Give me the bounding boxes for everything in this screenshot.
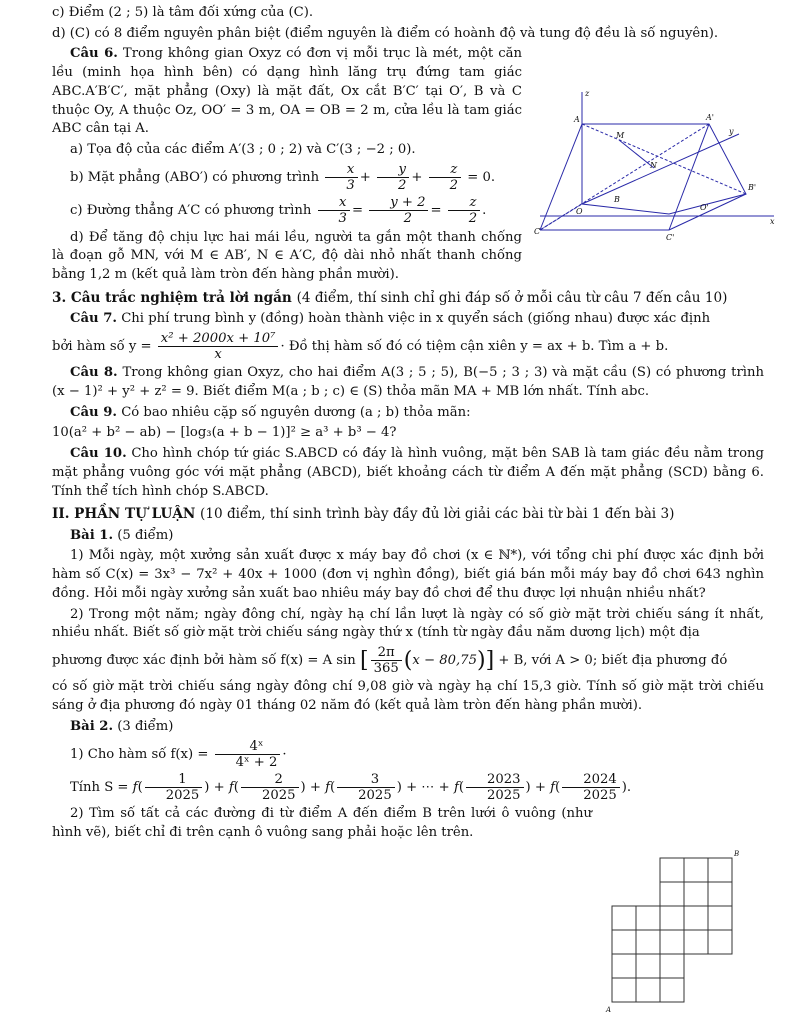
grid-point-A-label: A [606, 1006, 612, 1014]
q7-fraction: $\frac{\text{x² + 2000x + 10⁷}}{x}$ [158, 331, 279, 362]
point-O-label: O [576, 207, 583, 216]
frac-y-2: $\frac{y}{2}$ [377, 162, 409, 193]
bai2-part1: 1) Cho hàm số f(x) = $\frac{\text{4ˣ}}{\text{4ˣ + 2}}$ · [70, 738, 287, 770]
axis-z-label: z [585, 89, 590, 98]
point-A-label: A [574, 115, 580, 124]
bai2-sum: Tính S = f( $\frac{1}{2025}$ ) + f( $\frac{2}{2025}$ ) + f( $\frac{3}{2025}$ ) + ⋯ + f( $\frac{2023}{2025}$ ) + f( $\frac{2024}{2025}$ ). [70, 771, 632, 804]
question-6 [52, 45, 522, 284]
q7-function: bởi hàm số y = $\frac{\text{x² + 2000x + 10⁷}}{x}$ · Đồ thị hàm số đó có tiệm cận xiên y = ax + b. Tìm a + b. [52, 330, 669, 362]
option-c-top: c) Điểm (2 ; 5) là tâm đối xứng của (C). [52, 5, 314, 20]
point-C-label: C [534, 227, 541, 236]
bai1-part2a: 2) Trong một năm; ngày đông chí, ngày hạ chí lần lượt là ngày có số giờ mặt trời chiếu sáng ít nhất, nhiều nhất. Biết số giờ mặt trời chiếu sáng ngày thứ x (tính từ ngày đầu năm dương lịch) một địa [52, 606, 764, 641]
grid-path-figure [600, 846, 750, 1018]
bai1-part2c: có số giờ mặt trời chiếu sáng ngày đông chí 9,08 giờ và ngày hạ chí 15,3 giờ. Tính số giờ mặt trời chiếu sáng ở địa phương đó ngày 01 tháng 02 năm đó (kết quả làm tròn đến hàng phần mười). [52, 679, 764, 714]
bai1-heading: Bài 1. (5 điểm) [70, 527, 174, 543]
q9-inequality: 10(a² + b² − ab) − [log₃(a + b − 1)]² ≥ a³ + b³ − 4? [52, 425, 397, 441]
q10-stem: Câu 10. Cho hình chóp tứ giác S.ABCD có đáy là hình vuông, mặt bên SAB là tam giác đều nằm trong mặt phẳng vuông góc với mặt phẳng (ABCD), biết khoảng cách từ điểm A đến mặt phẳng (SCD) bằng 6. Tính thể tích hình chóp S.ABCD. [52, 446, 764, 499]
point-N-label: N [650, 161, 657, 170]
q8-stem: Câu 8. Trong không gian Oxyz, cho hai điểm A(3 ; 5 ; 5), B(−5 ; 3 ; 3) và mặt cầu (S) có phương trình (x − 1)² + y² + z² = 9. Biết điểm M(a ; b ; c) ∈ (S) thỏa mãn MA + MB lớn nhất. Tính abc. [52, 365, 764, 399]
q6-option-c: c) Đường thẳng A′C có phương trình $\frac{x}{3}$ = $\frac{y + 2}{2}$ = $\frac{z}{2}$ . [70, 195, 487, 227]
q6-option-b: b) Mặt phẳng (ABO′) có phương trình $\frac{x}{3}$ + $\frac{y}{2}$ + $\frac{z}{2}$ = 0. [70, 161, 496, 194]
q7-stem: Câu 7. Chi phí trung bình y (đồng) hoàn thành việc in x quyển sách (giống nhau) được xác định [70, 311, 711, 327]
section-3-heading: 3. Câu trắc nghiệm trả lời ngắn (4 điểm, thí sinh chỉ ghi đáp số ở mỗi câu từ câu 7 đến câu 10) [52, 289, 728, 306]
tent-prism-figure [534, 86, 784, 246]
grid-point-B-label: B [734, 850, 740, 858]
option-d-top: d) (C) có 8 điểm nguyên phân biệt (điểm nguyên là điểm có hoành độ và tung độ đều là số nguyên). [52, 25, 719, 41]
point-Cp-label: C' [666, 233, 675, 242]
point-M-label: M [616, 131, 625, 140]
point-Op-label: O' [700, 203, 709, 212]
bai2-part2: 2) Tìm số tất cả các đường đi từ điểm A đến điểm B trên lưới ô vuông (như hình vẽ), biết chỉ đi trên cạnh ô vuông sang phải hoặc lên trên. [52, 806, 592, 840]
q6-stem: Câu 6. Trong không gian Oxyz có đơn vị mỗi trục là mét, một căn lều (minh họa hình bên) có dạng hình lăng trụ đứng tam giác ABC.A′B′C′, mặt phẳng (Oxy) là mặt đất, Ox cắt B′C′ tại O′, B và C thuộc Oy, A thuộc Oz, OO′ = 3 m, OA = OB = 2 m, cửa lều là tam giác ABC cân tại A. [52, 46, 522, 137]
q9-stem: Câu 9. Có bao nhiêu cặp số nguyên dương (a ; b) thỏa mãn: [70, 404, 471, 420]
bai2-heading: Bài 2. (3 điểm) [70, 718, 174, 734]
point-B-label: B [614, 195, 620, 204]
sin-fraction: $\frac{2\pi}{365}$ [371, 645, 402, 676]
q6-option-a: a) Tọa độ của các điểm A′(3 ; 0 ; 2) và C′(3 ; −2 ; 0). [70, 142, 416, 158]
axis-x-label: x [770, 217, 775, 226]
frac-x-3: $\frac{x}{3}$ [325, 162, 357, 193]
q6-option-d: d) Để tăng độ chịu lực hai mái lều, người ta gắn một thanh chống là đoạn gỗ MN, với M ∈ AB′, N ∈ A′C, độ dài nhỏ nhất thanh chống bằng 1,2 m (kết quả làm tròn đến hàng phần mười). [52, 229, 522, 283]
frac-z-2: $\frac{z}{2}$ [429, 162, 461, 193]
bai1-part2b: phương được xác định bởi hàm số f(x) = A sin [ $\frac{2\pi}{365}$ (x − 80,75)] + B, với A > 0; biết địa phương đó [52, 644, 728, 677]
f-fraction: $\frac{\text{4ˣ}}{\text{4ˣ + 2}}$ [215, 739, 281, 770]
axis-y-label: y [729, 127, 734, 136]
section-II-heading: II. PHẦN TỰ LUẬN (10 điểm, thí sinh trình bày đầy đủ lời giải các bài từ bài 1 đến bài 3) [52, 506, 675, 523]
point-Ap-label: A' [706, 113, 714, 122]
bai1-part1: 1) Mỗi ngày, một xưởng sản xuất được x máy bay đồ chơi (x ∈ ℕ*), với tổng chi phí được xác định bởi hàm số C(x) = 3x³ − 7x² + 40x + 1000 (đơn vị nghìn đồng), biết giá bán mỗi máy bay đồ chơi 643 nghìn đồng. Hỏi mỗi ngày xưởng sản xuất bao nhiêu máy bay đồ chơi để thu được lợi nhuận nhiều nhất? [52, 548, 764, 601]
point-Bp-label: B' [748, 183, 757, 192]
